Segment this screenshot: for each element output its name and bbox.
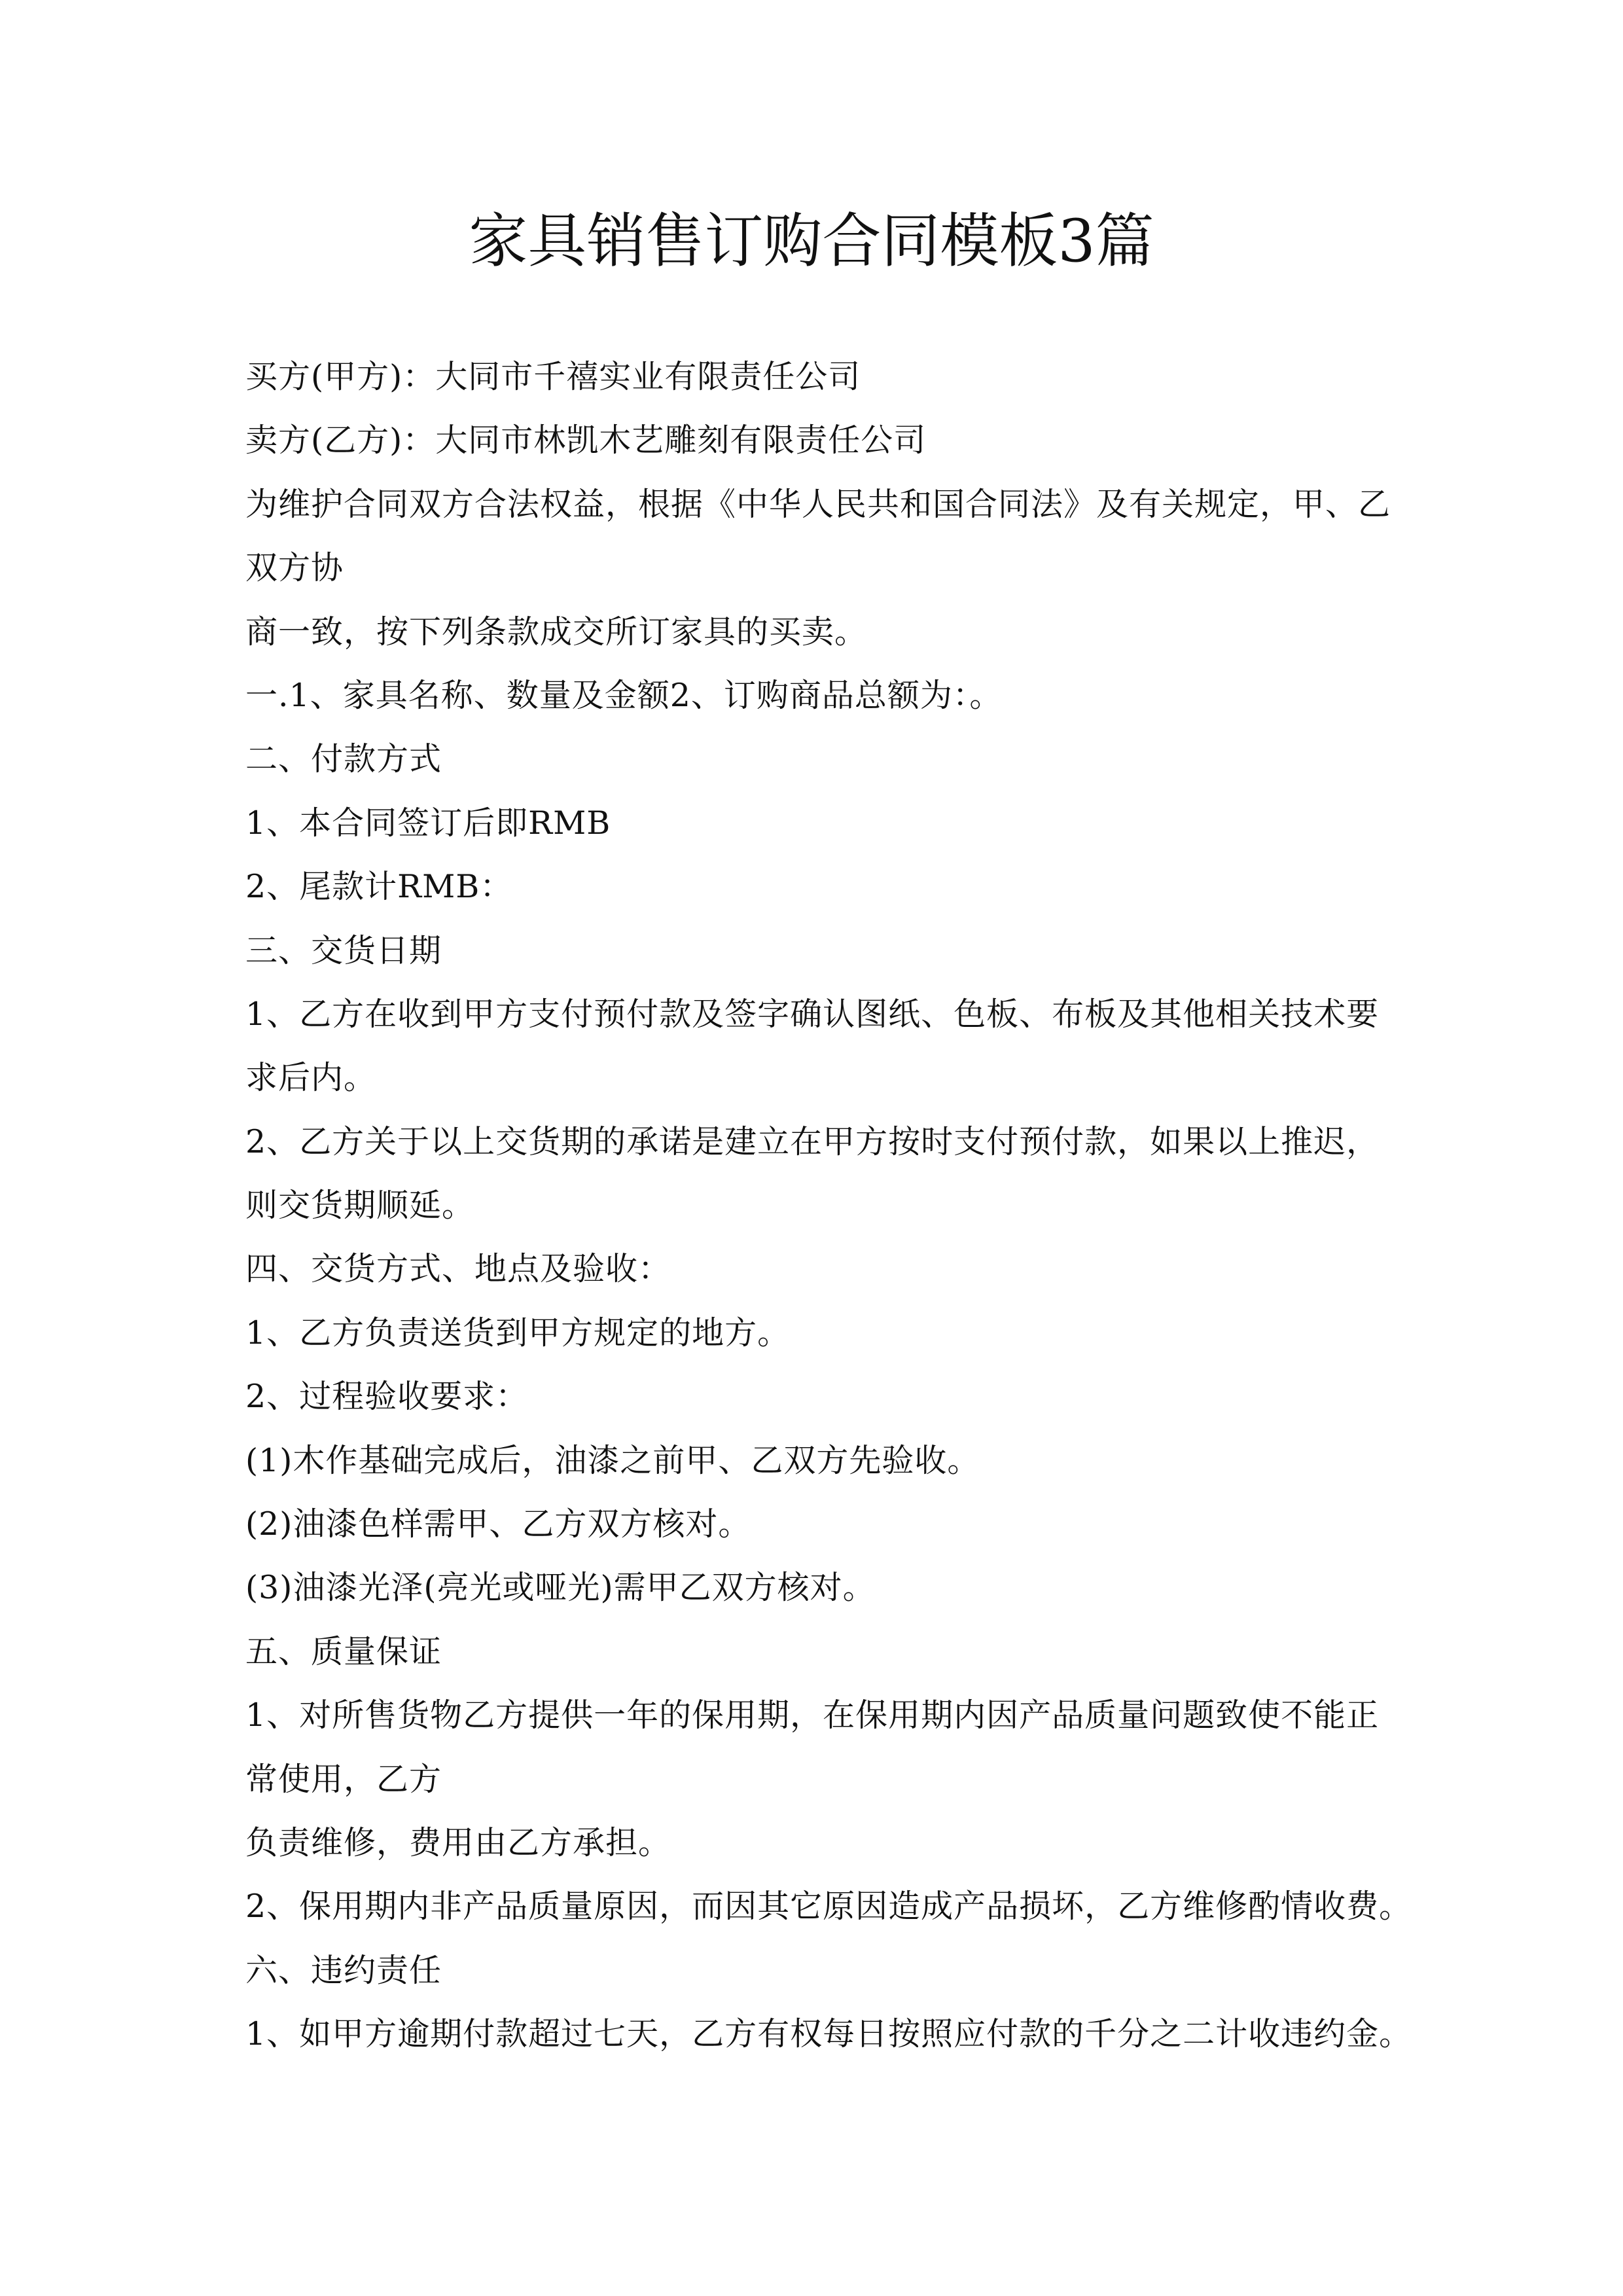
section-heading: 四、交货方式、地点及验收： xyxy=(245,1250,671,1288)
paragraph-line: 商一致，按下列条款成交所订家具的买卖。 xyxy=(245,613,868,651)
clause-line: (3)油漆光泽(亮光或哑光)需甲乙双方核对。 xyxy=(245,1569,876,1607)
clause-line: 常使用，乙方 xyxy=(245,1760,442,1798)
clause-line: 2、保用期内非产品质量原因，而因其它原因造成产品损坏，乙方维修酌情收费。 xyxy=(245,1888,1412,1926)
clause-line: (2)油漆色样需甲、乙方双方核对。 xyxy=(245,1505,751,1543)
document-body xyxy=(245,345,1412,2066)
clause-line: 2、乙方关于以上交货期的承诺是建立在甲方按时支付预付款，如果以上推迟， xyxy=(245,1122,1380,1160)
buyer-line: 买方(甲方)：大同市千禧实业有限责任公司 xyxy=(245,358,861,395)
section-heading: 五、质量保证 xyxy=(245,1632,442,1670)
section-heading: 三、交货日期 xyxy=(245,931,442,969)
paragraph-line: 双方协 xyxy=(245,549,344,587)
clause-line: 1、如甲方逾期付款超过七天，乙方有权每日按照应付款的千分之二计收违约金。 xyxy=(245,2015,1412,2053)
clause-line: 1、对所售货物乙方提供一年的保用期，在保用期内因产品质量问题致使不能正 xyxy=(245,1696,1380,1734)
clause-line: (1)木作基础完成后，油漆之前甲、乙双方先验收。 xyxy=(245,1441,980,1479)
clause-line: 2、过程验收要求： xyxy=(245,1378,529,1416)
clause-line: 求后内。 xyxy=(245,1059,377,1097)
clause-line: 1、乙方在收到甲方支付预付款及签字确认图纸、色板、布板及其他相关技术要 xyxy=(245,995,1380,1033)
paragraph-line: 为维护合同双方合法权益，根据《中华人民共和国合同法》及有关规定，甲、乙 xyxy=(245,485,1391,523)
clause-line: 负责维修，费用由乙方承担。 xyxy=(245,1823,671,1861)
clause-line: 2、尾款计RMB： xyxy=(245,868,513,906)
section-heading: 二、付款方式 xyxy=(245,740,442,778)
clause-line: 1、本合同签订后即RMB xyxy=(245,804,611,842)
section-heading: 六、违约责任 xyxy=(245,1951,442,1989)
seller-line: 卖方(乙方)：大同市林凯木艺雕刻有限责任公司 xyxy=(245,422,927,459)
clause-line: 1、乙方负责送货到甲方规定的地方。 xyxy=(245,1314,791,1352)
document-title: 家具销售订购合同模板3篇 xyxy=(469,207,1154,276)
clause-line: 则交货期顺延。 xyxy=(245,1187,475,1225)
section-heading: 一.1、家具名称、数量及金额2、订购商品总额为：。 xyxy=(245,676,1003,714)
